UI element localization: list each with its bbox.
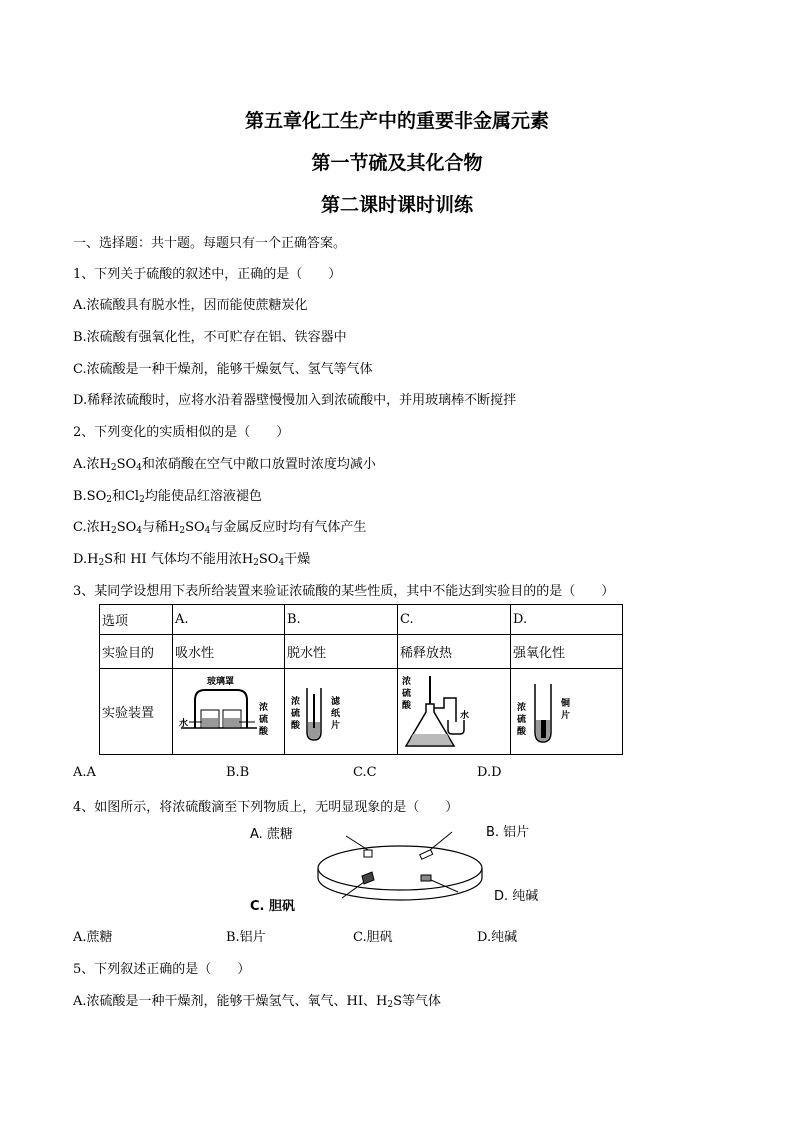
apparatus-a-figure xyxy=(175,670,280,750)
q3-option-a: A.A xyxy=(73,765,96,780)
label-cu-1: 铜 xyxy=(561,698,571,709)
q1-stem: 1、下列关于硫酸的叙述中，正确的是（ ） xyxy=(73,267,342,282)
table-header-a: A. xyxy=(173,605,285,635)
q1-option-a: A.浓硫酸具有脱水性，因而能使蔗糖炭化 xyxy=(73,298,308,313)
apparatus-c-figure xyxy=(400,670,505,750)
experiment-table xyxy=(99,604,623,755)
section-title: 第一节硫及其化合物 xyxy=(311,152,483,174)
q2-option-d: $D.H_2S$和 HI 气体均不能用浓$H_2SO_4$干燥 xyxy=(73,552,311,568)
table-purpose-label: 实验目的 xyxy=(100,635,173,669)
q2-option-c: C.浓$H_2SO_4$与稀$H_2SO_4$与金属反应时均有气体产生 xyxy=(73,520,367,536)
label-cu-2: 片 xyxy=(561,710,571,721)
q4-option-d: D.纯碱 xyxy=(477,930,518,945)
q5-stem: 5、下列叙述正确的是（ ） xyxy=(73,962,251,977)
q5-option-a: A.浓硫酸是一种干燥剂，能够干燥氢气、氧气、HI、$H_2S$等气体 xyxy=(73,994,441,1010)
q3-option-d: D.D xyxy=(477,765,502,780)
label-acid-2: 硫 xyxy=(517,714,527,725)
table-header-d: D. xyxy=(511,605,623,635)
q3-option-c: C.C xyxy=(353,765,377,780)
label-acid-1: 浓 xyxy=(259,702,269,713)
table-purpose-b: 脱水性 xyxy=(285,635,398,669)
label-acid-1: 浓 xyxy=(402,676,412,687)
q1-option-b: B.浓硫酸有强氧化性，不可贮存在铝、铁容器中 xyxy=(73,330,347,345)
q1-option-c: C.浓硫酸是一种干燥剂，能够干燥氨气、氢气等气体 xyxy=(73,362,373,377)
table-header-option: 选项 xyxy=(100,605,173,635)
apparatus-d-cell xyxy=(511,669,623,755)
label-acid-3: 酸 xyxy=(259,726,269,737)
table-header-c: C. xyxy=(398,605,511,635)
apparatus-b-figure xyxy=(287,670,392,750)
q2-option-a: A.浓$H_2SO_4$和浓硝酸在空气中敞口放置时浓度均减小 xyxy=(73,457,376,473)
label-acid-3: 酸 xyxy=(517,726,527,737)
table-purpose-c: 稀释放热 xyxy=(398,635,511,669)
label-acid-2: 硫 xyxy=(402,688,412,699)
q3-option-b: B.B xyxy=(226,765,250,780)
table-purpose-a: 吸水性 xyxy=(173,635,285,669)
q4-stem: 4、如图所示，将浓硫酸滴至下列物质上，无明显现象的是（ ） xyxy=(73,800,459,815)
chapter-title: 第五章化工生产中的重要非金属元素 xyxy=(244,110,549,132)
table-purpose-d: 强氧化性 xyxy=(511,635,623,669)
label-aluminum: B. 铝片 xyxy=(486,825,530,840)
apparatus-b-cell xyxy=(285,669,398,755)
q2-stem: 2、下列变化的实质相似的是（ ） xyxy=(73,425,290,440)
label-acid-1: 浓 xyxy=(517,702,527,713)
label-blue-vitriol: C. 胆矾 xyxy=(250,899,296,914)
label-paper-2: 纸 xyxy=(331,708,341,719)
label-acid-3: 酸 xyxy=(402,700,412,711)
label-acid-2: 硫 xyxy=(291,708,301,719)
q4-option-c: C.胆矾 xyxy=(353,930,393,945)
section-intro: 一、选择题：共十题。每题只有一个正确答案。 xyxy=(73,236,347,251)
label-sucrose: A. 蔗糖 xyxy=(250,827,293,842)
label-acid-2: 硫 xyxy=(259,714,269,725)
label-acid-3: 酸 xyxy=(291,720,301,731)
q4-option-b: B.铝片 xyxy=(226,930,266,945)
apparatus-c-cell xyxy=(398,669,511,755)
label-water: 水 xyxy=(460,710,470,721)
label-acid-1: 浓 xyxy=(291,696,301,707)
q4-option-a: A.蔗糖 xyxy=(73,930,113,945)
table-header-b: B. xyxy=(285,605,398,635)
apparatus-a-cell xyxy=(173,669,285,755)
lesson-title: 第二课时课时训练 xyxy=(320,194,473,216)
petri-dish-figure xyxy=(240,818,560,918)
label-paper-1: 滤 xyxy=(331,696,341,707)
label-cover: 玻璃罩 xyxy=(207,676,235,687)
label-paper-3: 片 xyxy=(331,720,341,731)
q1-option-d: D.稀释浓硫酸时，应将水沿着器壁慢慢加入到浓硫酸中，并用玻璃棒不断搅拌 xyxy=(73,393,517,408)
table-apparatus-label: 实验装置 xyxy=(100,669,173,755)
q3-stem: 3、某同学设想用下表所给装置来验证浓硫酸的某些性质，其中不能达到实验目的的是（ ） xyxy=(73,584,615,599)
label-water: 水 xyxy=(179,718,189,729)
label-soda: D. 纯碱 xyxy=(494,889,539,904)
apparatus-d-figure xyxy=(513,670,618,750)
q2-option-b: $B.SO_2$和$Cl_2$均能使品红溶液褪色 xyxy=(73,489,262,505)
